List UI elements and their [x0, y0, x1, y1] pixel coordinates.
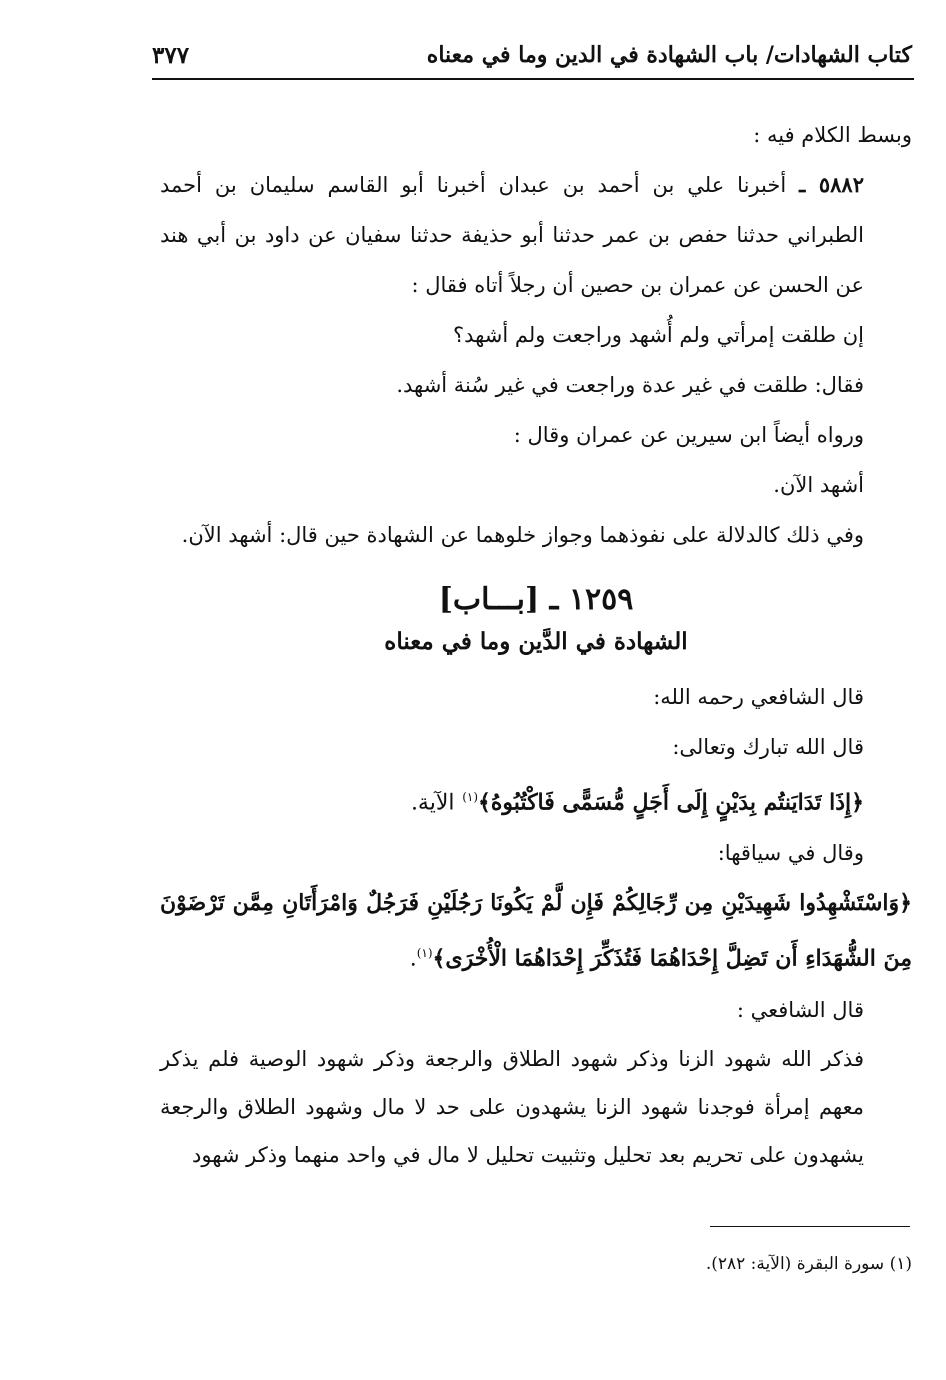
- paragraph: فذكر الله شهود الزنا وذكر شهود الطلاق والرجعة وذكر شهود الوصية فلم يذكر معهم إمرأة فوجدنا شهود الزنا يشهدون على حد لا مال وشهود الطلاق والرجعة يشهدون على تحريم بعد تحليل وتثبيت تحليل لا مال في واحد منهما وذكر شهود: [160, 1046, 864, 1167]
- verse-suffix: .: [409, 946, 417, 972]
- paragraph: قال الشافعي :: [736, 997, 864, 1022]
- main-text: [160, 110, 912, 1179]
- footnote-rule: [710, 1226, 910, 1227]
- verse-text: ﴿إِذَا تَدَايَنتُم بِدَيْنٍ إِلَى أَجَلٍ مُّسَمًّى فَاكْتُبُوهُ﴾: [478, 789, 864, 816]
- paragraph: أشهد الآن.: [773, 473, 864, 497]
- paragraph: وقال في سياقها:: [717, 841, 864, 866]
- chapter-title: الشهادة في الدَّين وما في معناه: [384, 628, 688, 655]
- header-rule: [152, 78, 914, 80]
- verse-suffix: الآية.: [410, 790, 455, 816]
- page-header: [152, 42, 912, 82]
- paragraph: قال الله تبارك وتعالى:: [672, 735, 864, 759]
- page-number: ٣٧٧: [152, 42, 190, 69]
- paragraph: وبسط الكلام فيه :: [753, 123, 912, 147]
- paragraph: وفي ذلك كالدلالة على نفوذهما وجواز خلوهما عن الشهادة حين قال: أشهد الآن.: [181, 523, 864, 547]
- footnote: (١) سورة البقرة (الآية: ٢٨٢).: [705, 1254, 912, 1274]
- footnote-marker: (١): [416, 946, 433, 961]
- quran-verse: [160, 772, 912, 828]
- running-title: كتاب الشهادات/ باب الشهادة في الدين وما في معناه: [426, 42, 912, 68]
- paragraph: فقال: طلقت في غير عدة وراجعت في غير سُنة أشهد.: [396, 373, 864, 397]
- paragraph: إن طلقت إمرأتي ولم أُشهد وراجعت ولم أشهد؟: [452, 323, 864, 347]
- footnote-marker: (١): [462, 790, 479, 804]
- hadith-text: أخبرنا علي بن أحمد بن عبدان أخبرنا أبو القاسم سليمان بن أحمد الطبراني حدثنا حفص بن عمر حدثنا أبو حذيفة حدثنا سفيان عن داود بن أبي هند عن الحسن عن عمران بن حصين أن رجلاً أتاه فقال :: [160, 173, 864, 297]
- hadith-paragraph: [160, 160, 912, 310]
- chapter-number: ١٢٥٩ ـ [بـــاب]: [438, 582, 634, 617]
- verse-text: ﴿وَاسْتَشْهِدُوا شَهِيدَيْنِ مِن رِّجَالِكُمْ فَإِن لَّمْ يَكُونَا رَجُلَيْنِ فَرَجُلٌ وَامْرَأَتَانِ مِمَّن تَرْضَوْنَ مِنَ الشُّهَدَاءِ أَن تَضِلَّ إِحْدَاهُمَا فَتُذَكِّرَ إِحْدَاهُمَا الْأُخْرَى﴾: [160, 890, 912, 972]
- quran-verse: [160, 878, 912, 984]
- paragraph: ورواه أيضاً ابن سيرين عن عمران وقال :: [513, 423, 864, 447]
- hadith-number: ٥٨٨٢ ـ: [799, 172, 864, 197]
- spacer: [160, 662, 912, 672]
- paragraph: قال الشافعي رحمه الله:: [653, 685, 864, 709]
